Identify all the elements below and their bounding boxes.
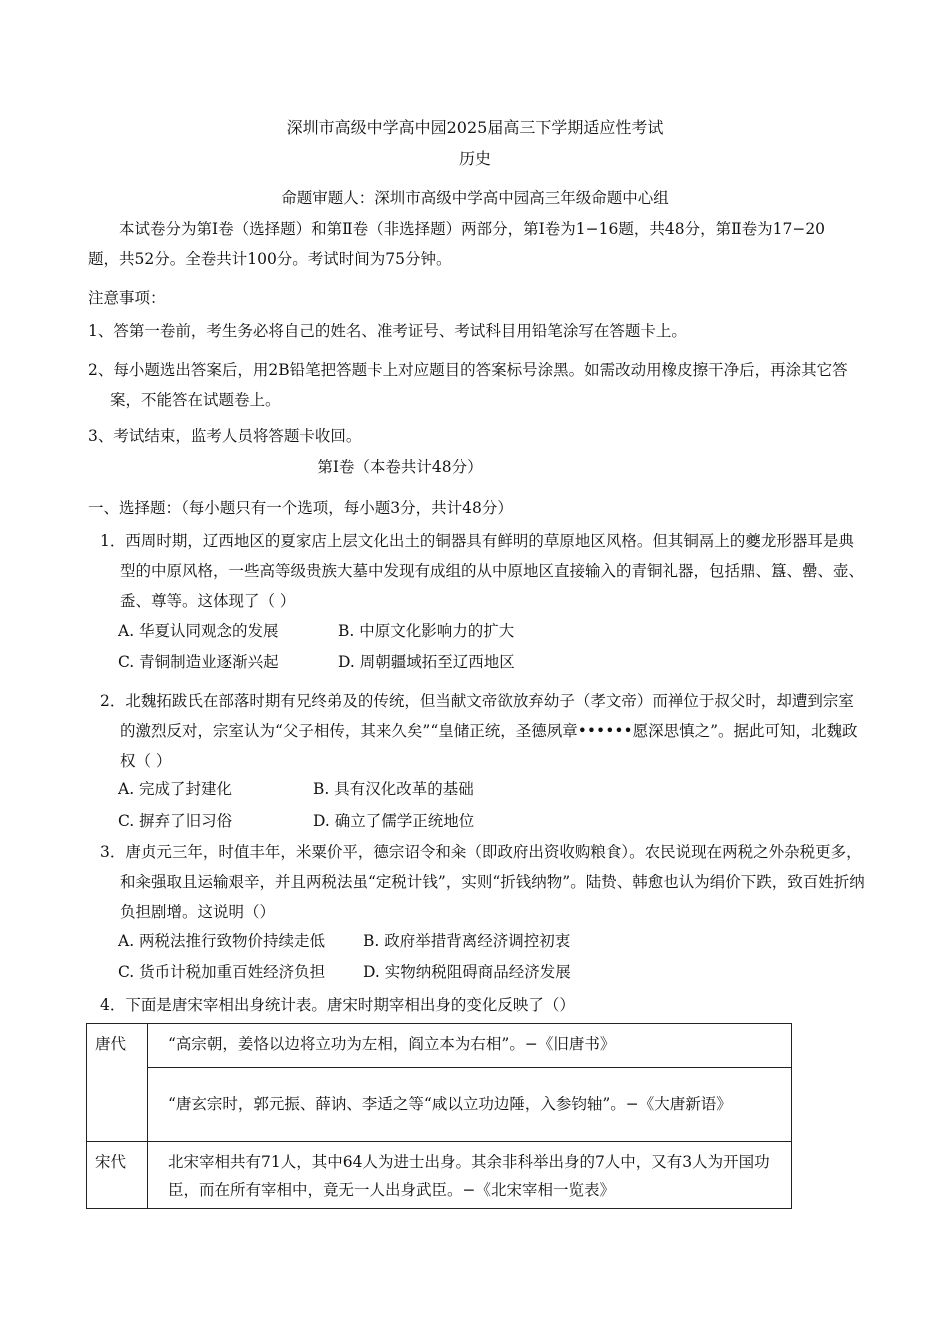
option-d: D. 周朝疆域拓至辽西地区	[338, 653, 515, 671]
exam-subject: 历史	[458, 149, 491, 168]
exam-title: 深圳市高级中学高中园2025届高三下学期适应性考试	[286, 118, 664, 137]
option-a: A. 两税法推行致物价持续走低	[118, 932, 326, 950]
part-heading: 第Ⅰ卷（本卷共计48分）	[317, 458, 483, 476]
question-stem: 1．西周时期，辽西地区的夏家店上层文化出土的铜器具有鲜明的草原地区风格。但其铜鬲上的夔龙形器耳是典型的中原风格，一些高等级贵族大墓中发现有成组的从中原地区直接输入的青铜礼器，包括鼎、簋、罍、壶、盉、尊等。这体现了（ ）	[100, 532, 865, 610]
notice-item: 2、每小题选出答案后，用2B铅笔把答题卡上对应题目的答案标号涂黑。如需改动用橡皮擦干净后，再涂其它答案，不能答在试题卷上。	[88, 361, 848, 409]
question-stem: 2．北魏拓跋氏在部落时期有兄终弟及的传统，但当献文帝欲放弃幼子（孝文帝）而禅位于叔父时，却遭到宗室的激烈反对，宗室认为“父子相传，其来久矣”“皇储正统，圣德夙章••••••愿深思慎之”。据此可知，北魏政权（ ）	[100, 692, 858, 770]
option-c: C. 货币计税加重百姓经济负担	[118, 963, 326, 981]
option-a: A. 完成了封建化	[118, 780, 233, 798]
question-stem: 3．唐贞元三年，时值丰年，米粟价平，德宗诏令和籴（即政府出资收购粮食）。农民说现在两税之外杂税更多，和籴强取且运输艰辛，并且两税法虽“定税计钱”，实则“折钱纳物”。陆贽、韩愈也认为绢价下跌，致百姓折纳负担剧增。这说明（）	[100, 843, 865, 921]
exam-setter: 命题审题人：深圳市高级中学高中园高三年级命题中心组	[281, 189, 669, 207]
notice-heading: 注意事项：	[88, 289, 166, 307]
table-cell: 北宋宰相共有71人，其中64人为进士出身。其余非科举出身的7人中，又有3人为开国功臣，而在所有宰相中，竟无一人出身武臣。−《北宋宰相一览表》	[148, 1142, 792, 1209]
option-b: B. 中原文化影响力的扩大	[338, 622, 515, 640]
table-cell: “唐玄宗时，郭元振、薛讷、李适之等“咸以立功边陲，入参钧轴”。−《大唐新语》	[148, 1068, 792, 1142]
option-d: D. 确立了儒学正统地位	[313, 812, 475, 830]
option-a: A. 华夏认同观念的发展	[118, 622, 279, 640]
option-b: B. 政府举措背离经济调控初衷	[363, 932, 571, 950]
question-stem: 4．下面是唐宋宰相出身统计表。唐宋时期宰相出身的变化反映了（）	[100, 996, 575, 1014]
notice-item: 3、考试结束，监考人员将答题卡收回。	[88, 427, 362, 445]
exam-intro: 本试卷分为第Ⅰ卷（选择题）和第Ⅱ卷（非选择题）两部分，第Ⅰ卷为1−16题，共48分，第Ⅱ卷为17−20题，共52分。全卷共计100分。考试时间为75分钟。	[88, 220, 826, 268]
option-c: C. 青铜制造业逐渐兴起	[118, 653, 279, 671]
option-b: B. 具有汉化改革的基础	[313, 780, 474, 798]
chancellor-origin-table	[86, 1023, 792, 1209]
notice-item: 1、答第一卷前，考生务必将自己的姓名、准考证号、考试科目用铅笔涂写在答题卡上。	[88, 322, 687, 340]
table-cell: “高宗朝，姜恪以边将立功为左相，阎立本为右相”。−《旧唐书》	[148, 1024, 792, 1068]
table-row-label-song: 宋代	[87, 1142, 148, 1209]
option-c: C. 摒弃了旧习俗	[118, 812, 233, 830]
table-row-label-tang: 唐代	[87, 1024, 148, 1142]
section-heading: 一、选择题：（每小题只有一个选项，每小题3分，共计48分）	[88, 499, 513, 517]
option-d: D. 实物纳税阻碍商品经济发展	[363, 963, 571, 981]
